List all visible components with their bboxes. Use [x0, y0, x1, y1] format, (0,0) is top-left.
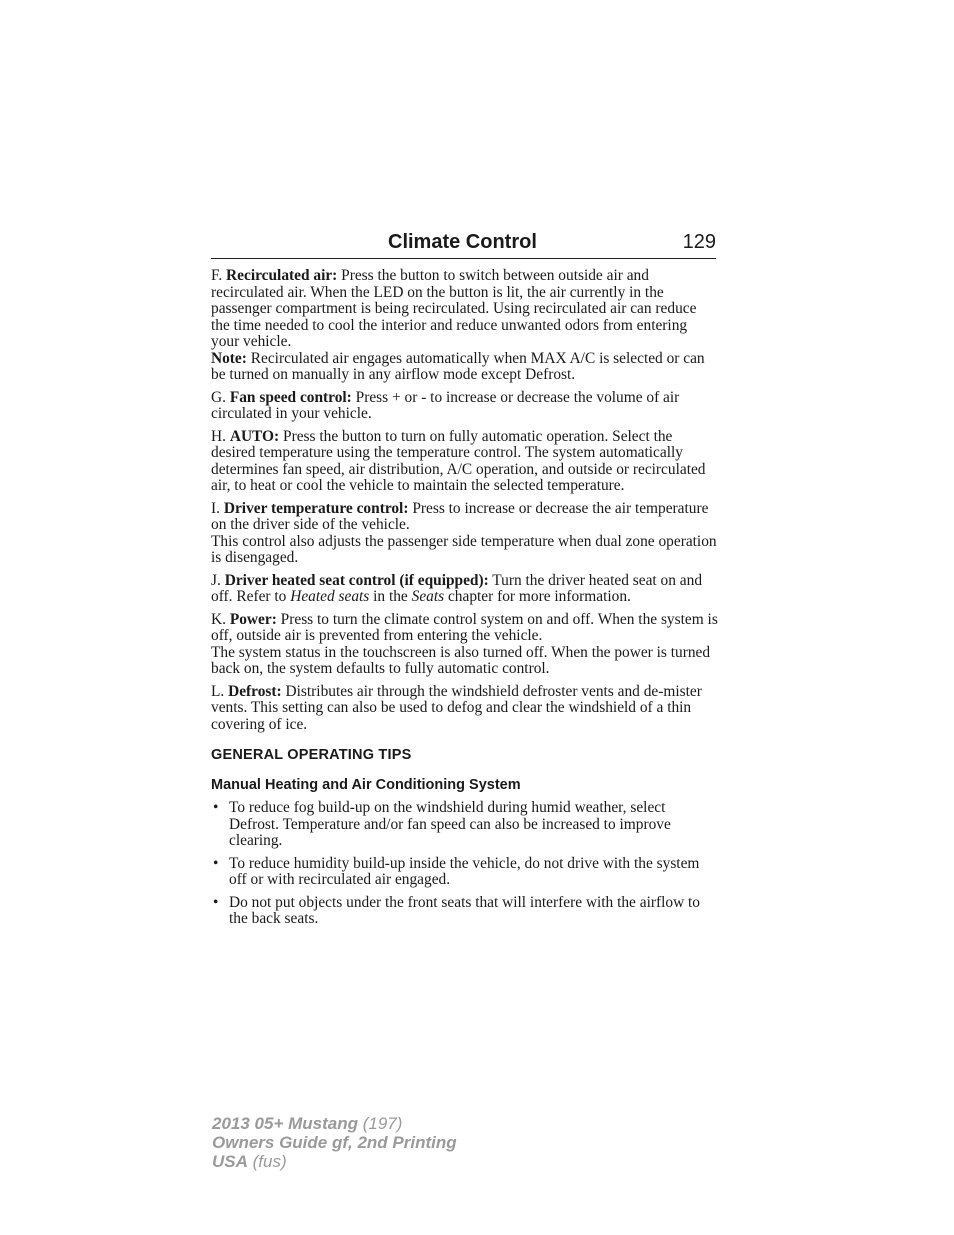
footer-line-model: [212, 1114, 457, 1133]
entry-text: Press to turn the climate control system on and off. When the system is off, outside air is prevented from entering the vehicle.: [211, 610, 718, 644]
entry-text: Press the button to switch between outside air and recirculated air. When the LED on the button is lit, the air currently in the passenger compartment is being recirculated. Using recirculated air can reduce the time needed to cool the interior and reduce unwanted odors from entering your vehicle.: [211, 267, 697, 350]
cross-reference-heated-seats: Heated seats: [290, 588, 370, 605]
entry-term: Defrost:: [228, 682, 282, 700]
entry-extra: This control also adjusts the passenger side temperature when dual zone operation is disengaged.: [211, 532, 717, 566]
entry-text: Press to increase or decrease the air temperature on the driver side of the vehicle.: [211, 499, 709, 533]
footer-market: USA: [212, 1152, 248, 1171]
footer-line-market: [212, 1152, 457, 1171]
section-heading: GENERAL OPERATING TIPS: [211, 747, 412, 763]
bullet-icon: •: [213, 799, 219, 816]
bullet-icon: •: [213, 854, 219, 872]
entry-term: Driver heated seat control (if equipped):: [224, 571, 489, 589]
page-title: Climate Control: [388, 231, 537, 253]
entry-letter: F.: [211, 267, 223, 284]
entry-text: Press the button to turn on fully automatic operation. Select the desired temperature using the temperature control. The system automatically determines fan speed, air distribution, A/C operation, and outside or recirculated air, to heat or cool the vehicle to maintain the selected temperature.: [211, 427, 706, 494]
entry-letter: H.: [211, 427, 226, 445]
entry-letter: K.: [211, 610, 226, 628]
footer-model: 2013 05+ Mustang: [212, 1114, 358, 1133]
page-content: [211, 268, 719, 934]
entry-extra: The system status in the touchscreen is also turned off. When the power is turned back on, the system defaults to fully automatic control.: [211, 643, 711, 677]
list-item-text: Do not put objects under the front seats that will interfere with the airflow to the back seats.: [229, 893, 700, 927]
entry-text: in the: [369, 588, 412, 605]
subsection-heading: Manual Heating and Air Conditioning System: [211, 777, 521, 793]
entry-paragraph: [211, 429, 719, 495]
entry-paragraph: [211, 573, 719, 606]
note-label: Note:: [211, 349, 247, 367]
entry-paragraph: [211, 501, 719, 534]
entry-paragraph: [211, 612, 719, 645]
entry-recirculated-air: [211, 268, 719, 384]
footer-guide: Owners Guide gf, 2nd Printing: [212, 1133, 457, 1152]
entry-text: Turn the driver heated seat on and off. Refer to: [211, 571, 703, 605]
entry-driver-temperature-control: [211, 501, 719, 567]
note-text: Recirculated air engages automatically when MAX A/C is selected or can be turned on manually in any airflow mode except Defrost.: [211, 349, 705, 383]
page-header: [211, 228, 716, 259]
footer-line-guide: [212, 1133, 457, 1152]
entry-text: Distributes air through the windshield defroster vents and de-mister vents. This setting can also be used to defog and clear the windshield of a thin covering of ice.: [211, 682, 702, 733]
entry-driver-heated-seat-control: [211, 573, 719, 606]
note-paragraph: [211, 351, 719, 384]
entry-fan-speed-control: [211, 390, 719, 423]
entry-paragraph: [211, 684, 719, 734]
list-item-text: To reduce fog build-up on the windshield during humid weather, select Defrost. Temperature and/or fan speed can also be increased to improve clearing.: [229, 799, 671, 849]
document-footer: [212, 1114, 457, 1171]
entry-term: Power:: [229, 610, 277, 628]
entry-letter: J.: [211, 571, 221, 589]
page-number: 129: [682, 231, 716, 253]
entry-paragraph: [211, 268, 719, 351]
entry-power: [211, 612, 719, 678]
entry-term: Fan speed control:: [229, 388, 352, 406]
entry-letter: G.: [211, 388, 226, 406]
entry-defrost: [211, 684, 719, 734]
footer-model-code: (197): [358, 1114, 403, 1133]
entry-paragraph: [211, 390, 719, 423]
entry-letter: I.: [211, 499, 220, 517]
entry-term: Recirculated air:: [226, 267, 338, 284]
entry-auto: [211, 429, 719, 495]
list-item: [211, 800, 719, 850]
entry-text: Press + or - to increase or decrease the volume of air circulated in your vehicle.: [211, 388, 680, 422]
list-item: [211, 856, 719, 889]
list-item-text: To reduce humidity build-up inside the vehicle, do not drive with the system off or with recirculated air engaged.: [229, 854, 700, 888]
footer-market-code: (fus): [247, 1152, 287, 1171]
entry-text: chapter for more information.: [444, 588, 631, 605]
bullet-icon: •: [213, 893, 219, 911]
entry-term: AUTO:: [229, 427, 280, 445]
tips-list: [211, 800, 719, 928]
entry-letter: L.: [211, 682, 225, 700]
entry-term: Driver temperature control:: [223, 499, 409, 517]
cross-reference-seats: Seats: [411, 588, 445, 605]
list-item: [211, 895, 719, 928]
